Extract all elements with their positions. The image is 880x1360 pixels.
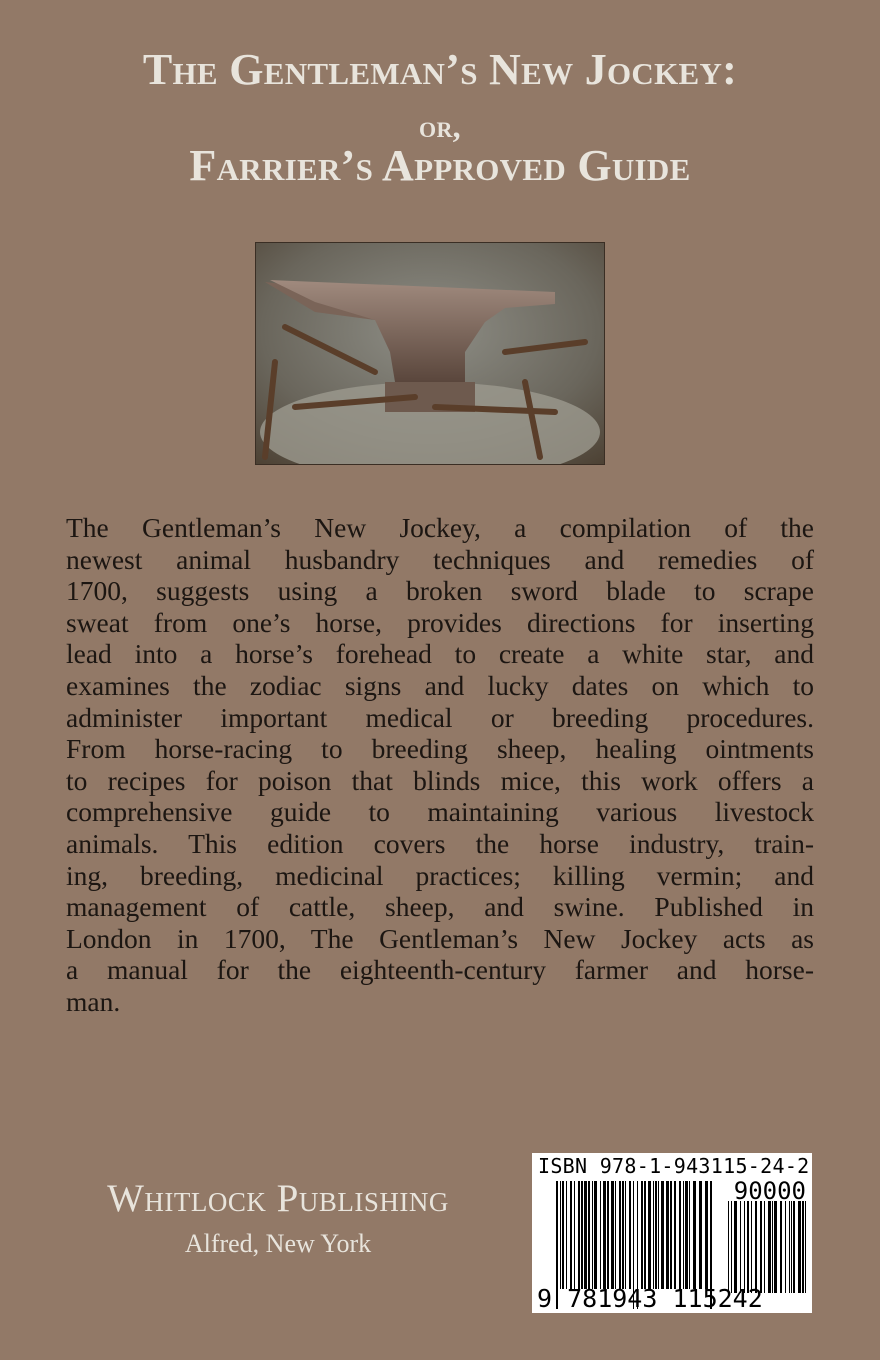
barcode-bar <box>693 1181 696 1289</box>
description-line: London in 1700, The Gentleman’s New Jockey acts as <box>66 922 814 954</box>
barcode-bar <box>607 1181 609 1289</box>
barcode-bar <box>592 1181 593 1289</box>
barcode-bar <box>683 1181 684 1289</box>
title-line-2: or, <box>419 108 461 144</box>
barcode-bar <box>731 1201 732 1293</box>
barcode-bar <box>805 1201 806 1293</box>
barcode-bar <box>685 1181 688 1289</box>
ean-digits: 9 781943 115242 <box>537 1284 763 1313</box>
barcode-bar <box>560 1181 561 1289</box>
barcode-bar <box>594 1181 597 1289</box>
barcode-bar <box>772 1201 773 1293</box>
barcode-bar <box>581 1181 583 1289</box>
barcode-bar <box>570 1181 572 1289</box>
barcode-bar <box>653 1181 654 1289</box>
description-line: sweat from one’s horse, provides directions for inserting <box>66 606 814 638</box>
publisher-location: Alfred, New York <box>184 1229 372 1258</box>
barcode-bar <box>658 1181 659 1289</box>
description-line: ing, breeding, medicinal practices; killing vermin; and <box>66 859 814 891</box>
description-line: comprehensive guide to maintaining various livestock <box>66 796 814 828</box>
description-line: examines the zodiac signs and lucky dates on which to <box>66 669 814 701</box>
barcode-bar <box>615 1181 616 1289</box>
description-line: man. <box>66 985 121 1017</box>
barcode-bar <box>622 1181 624 1289</box>
barcode-bar <box>679 1181 681 1289</box>
barcode-bar <box>728 1201 729 1293</box>
barcode-bar <box>641 1181 643 1289</box>
description-line: administer important medical or breeding procedures. <box>66 701 814 733</box>
barcode-bar <box>793 1201 795 1293</box>
anvil-painting-icon <box>255 242 605 465</box>
barcode-bar <box>611 1181 614 1289</box>
barcode-bar <box>734 1201 737 1293</box>
barcode-bar <box>785 1201 786 1293</box>
barcode-bar <box>674 1181 676 1289</box>
barcode-bar <box>689 1181 690 1289</box>
description-line: a manual for the eighteenth-century farmer and horse- <box>66 954 814 986</box>
barcode-bar <box>578 1181 580 1289</box>
barcode-bar <box>600 1181 601 1289</box>
isbn-label: ISBN 978-1-943115-24-2 <box>538 1154 810 1178</box>
barcode-bar <box>670 1181 672 1289</box>
barcode-bar <box>764 1201 765 1293</box>
barcode-bar <box>740 1201 741 1293</box>
barcode-bar <box>588 1181 590 1289</box>
barcode-bar <box>705 1181 708 1289</box>
barcode-bar <box>644 1181 646 1289</box>
barcode-bar <box>751 1201 752 1293</box>
barcode-bar <box>699 1181 702 1289</box>
barcode-bar <box>562 1181 564 1289</box>
description-line: lead into a horse’s forehead to create a white star, and <box>66 638 814 670</box>
barcode-bar <box>791 1201 792 1293</box>
barcode-bar <box>780 1201 782 1293</box>
description-line: animals. This edition covers the horse industry, train- <box>66 827 814 859</box>
description-line: The Gentleman’s New Jockey, a compilation of the <box>66 512 814 543</box>
barcode-bar <box>625 1181 626 1289</box>
barcode-bar <box>798 1201 801 1293</box>
barcode-bar <box>661 1181 664 1289</box>
description-line: 1700, suggests using a broken sword blade to scrape <box>66 575 814 607</box>
barcode-bar <box>802 1201 804 1293</box>
title-line-3: Farrier’s Approved Guide <box>189 141 691 190</box>
barcode-bar <box>789 1201 790 1293</box>
price-code: 90000 <box>733 1177 806 1205</box>
barcode-bar <box>619 1181 621 1289</box>
barcode-bar <box>648 1181 651 1289</box>
description-line: management of cattle, sheep, and swine. Published in <box>66 891 814 923</box>
barcode-bar <box>584 1181 587 1289</box>
barcode-bar <box>744 1201 745 1293</box>
description-line: to recipes for poison that blinds mice, this work offers a <box>66 764 814 796</box>
publisher-block <box>64 1176 492 1259</box>
barcode-bar <box>666 1181 669 1289</box>
title-line-1: The Gentleman’s New Jockey: <box>142 45 738 94</box>
isbn-barcode <box>532 1153 812 1313</box>
barcode-bar <box>774 1201 777 1293</box>
barcode-bar <box>760 1201 762 1293</box>
barcode-bar <box>655 1181 657 1289</box>
barcode-bar <box>566 1181 567 1289</box>
barcode-bar <box>747 1201 749 1293</box>
barcode-bar <box>629 1181 631 1289</box>
barcode-bar <box>768 1201 771 1293</box>
description-line: From horse-racing to breeding sheep, healing ointments <box>66 733 814 765</box>
publisher-name: Whitlock Publishing <box>107 1177 449 1220</box>
barcode-bar <box>603 1181 606 1289</box>
barcode-bar <box>574 1181 575 1289</box>
description-line: newest animal husbandry techniques and remedies of <box>66 543 814 575</box>
barcode-bar <box>755 1201 757 1293</box>
description-text <box>66 512 814 1018</box>
